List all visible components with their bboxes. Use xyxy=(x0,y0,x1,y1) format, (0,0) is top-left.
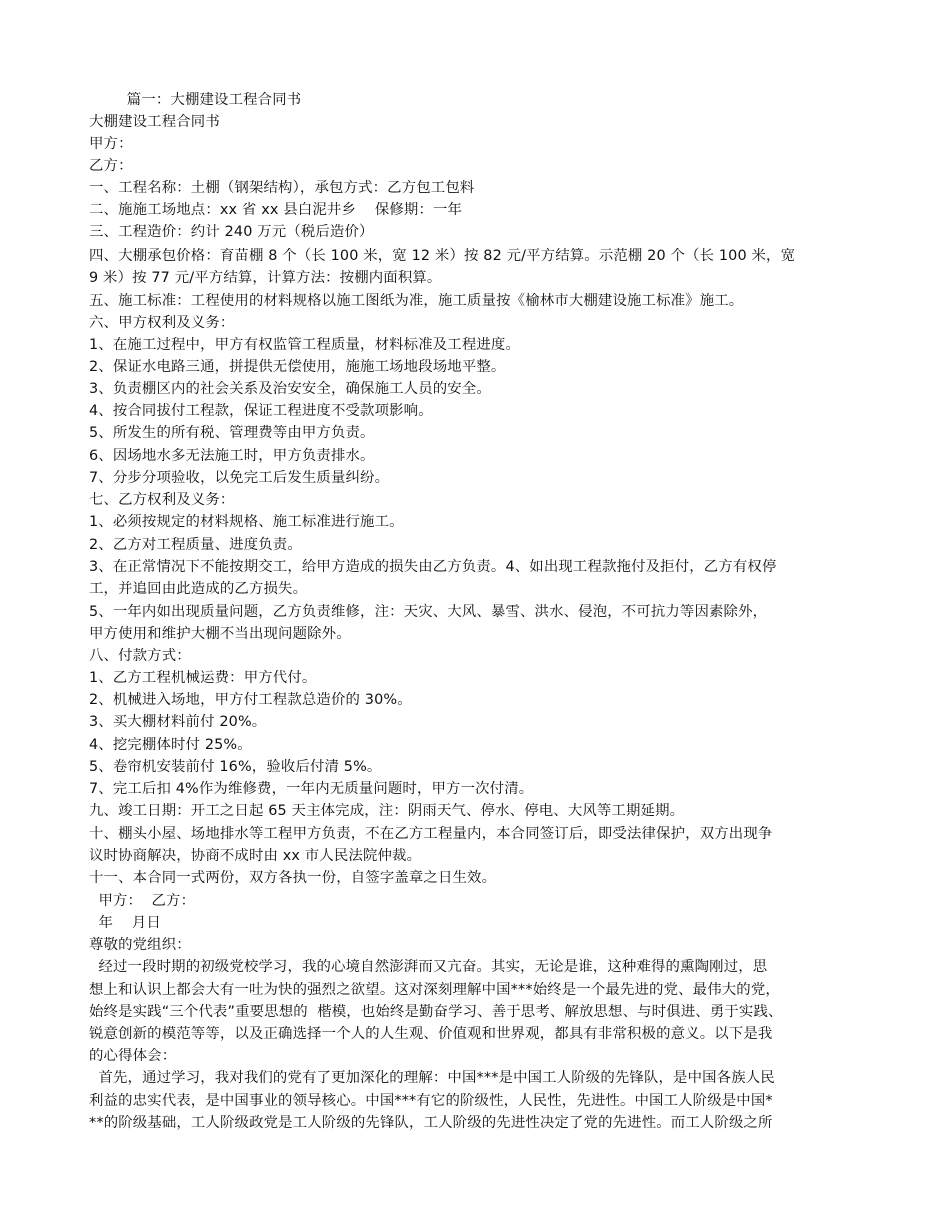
text-line: 想上和认识上都会大有一吐为快的强烈之欲望。这对深刻理解中国***始终是一个最先进的党、最伟大的党， xyxy=(89,982,780,998)
text-line: 甲方： xyxy=(89,136,133,152)
text-line: 1、乙方工程机械运费：甲方代付。 xyxy=(89,670,317,686)
text-line: 9 米）按 77 元/平方结算，计算方法：按棚内面积算。 xyxy=(89,270,442,286)
text-line: 首先，通过学习，我对我们的党有了更加深化的理解：中国***是中国工人阶级的先锋队，是中国各族人民 xyxy=(89,1070,775,1086)
text-line: 乙方： xyxy=(89,158,133,174)
text-line: 6、因场地水多无法施工时，甲方负责排水。 xyxy=(89,448,375,464)
text-line: 4、挖完棚体时付 25%。 xyxy=(89,737,252,753)
text-line: 4、按合同拔付工程款，保证工程进度不受款项影响。 xyxy=(89,403,433,419)
text-line: 3、在正常情况下不能按期交工，给甲方造成的损失由乙方负责。4、如出现工程款拖付及拒付，乙方有权停 xyxy=(89,559,777,575)
text-line: 2、乙方对工程质量、进度负责。 xyxy=(89,537,302,553)
text-line: 六、甲方权利及义务： xyxy=(89,315,235,331)
text-line: 议时协商解决，协商不成时由 xx 市人民法院仲裁。 xyxy=(89,848,422,864)
text-line: 5、所发生的所有税、管理费等由甲方负责。 xyxy=(89,425,375,441)
text-line: 四、大棚承包价格：育苗棚 8 个（长 100 米，宽 12 米）按 82 元/平方结算。示范棚 20 个（长 100 米，宽 xyxy=(89,248,796,264)
text-line: 甲方使用和维护大棚不当出现问题除外。 xyxy=(89,626,351,642)
text-line: 五、施工标准：工程使用的材料规格以施工图纸为准，施工质量按《榆林市大棚建设施工标准》施工。 xyxy=(89,293,744,309)
text-line: 十一、本合同一式两份，双方各执一份，自签字盖章之日生效。 xyxy=(89,870,497,886)
text-line: 5、卷帘机安装前付 16%，验收后付清 5%。 xyxy=(89,759,382,775)
text-line: 九、竣工日期：开工之日起 65 天主体完成，注：阴雨天气、停水、停电、大风等工期延期。 xyxy=(89,803,685,819)
text-line: 大棚建设工程合同书 xyxy=(89,114,220,130)
text-line: 3、买大棚材料前付 20%。 xyxy=(89,714,267,730)
text-line: 七、乙方权利及义务： xyxy=(89,492,235,508)
text-line: 1、必须按规定的材料规格、施工标准进行施工。 xyxy=(89,514,404,530)
text-line: 5、一年内如出现质量问题，乙方负责维修，注：天灾、大风、暴雪、洪水、侵泡，不可抗力等因素除外， xyxy=(89,604,768,620)
text-line: 1、在施工过程中，甲方有权监管工程质量，材料标准及工程进度。 xyxy=(89,337,520,353)
text-line: 八、付款方式： xyxy=(89,648,191,664)
text-line: 经过一段时期的初级党校学习，我的心境自然澎湃而又亢奋。其实，无论是谁，这种难得的熏陶刚过，思 xyxy=(89,959,768,975)
text-line: 年 月日 xyxy=(89,915,161,931)
text-line: **的阶级基础，工人阶级政党是工人阶级的先锋队，工人阶级的先进性决定了党的先进性。而工人阶级之所 xyxy=(89,1115,773,1131)
text-line: 一、工程名称：土棚（钢架结构），承包方式：乙方包工包料 xyxy=(89,180,475,196)
text-line: 7、分步分项验收，以免完工后发生质量纠纷。 xyxy=(89,470,390,486)
text-line: 的心得体会： xyxy=(89,1048,177,1064)
text-line: 2、机械进入场地，甲方付工程款总造价的 30%。 xyxy=(89,692,412,708)
text-line: 2、保证水电路三通，拼提供无偿使用，施施工场地段场地平整。 xyxy=(89,359,506,375)
text-line: 十、棚头小屋、场地排水等工程甲方负责，不在乙方工程量内，本合同签订后，即受法律保护，双方出现争 xyxy=(89,826,773,842)
text-line: 利益的忠实代表，是中国事业的领导核心。中国***有它的阶级性，人民性，先进性。中国工人阶级是中国* xyxy=(89,1093,773,1109)
text-line: 尊敬的党组织： xyxy=(89,937,191,953)
text-line: 3、负责棚区内的社会关系及治安安全，确保施工人员的安全。 xyxy=(89,381,491,397)
text-line: 二、施施工场地点：xx 省 xx 县白泥井乡 保修期：一年 xyxy=(89,202,463,218)
text-line: 三、工程造价：约计 240 万元（税后造价） xyxy=(89,224,374,240)
text-line: 工，并追回由此造成的乙方损失。 xyxy=(89,581,308,597)
text-line: 始终是实践“三个代表”重要思想的 楷模，也始终是勤奋学习、善于思考、解放思想、与时俱进、勇于实践、 xyxy=(89,1004,783,1020)
text-line: 甲方： 乙方： xyxy=(89,893,196,909)
text-line: 篇一：大棚建设工程合同书 xyxy=(89,92,302,108)
text-line: 锐意创新的模范等等，以及正确选择一个人的人生观、价值观和世界观，都具有非常积极的意义。以下是我 xyxy=(89,1026,773,1042)
text-line: 7、完工后扣 4%作为维修费，一年内无质量问题时，甲方一次付清。 xyxy=(89,781,534,797)
